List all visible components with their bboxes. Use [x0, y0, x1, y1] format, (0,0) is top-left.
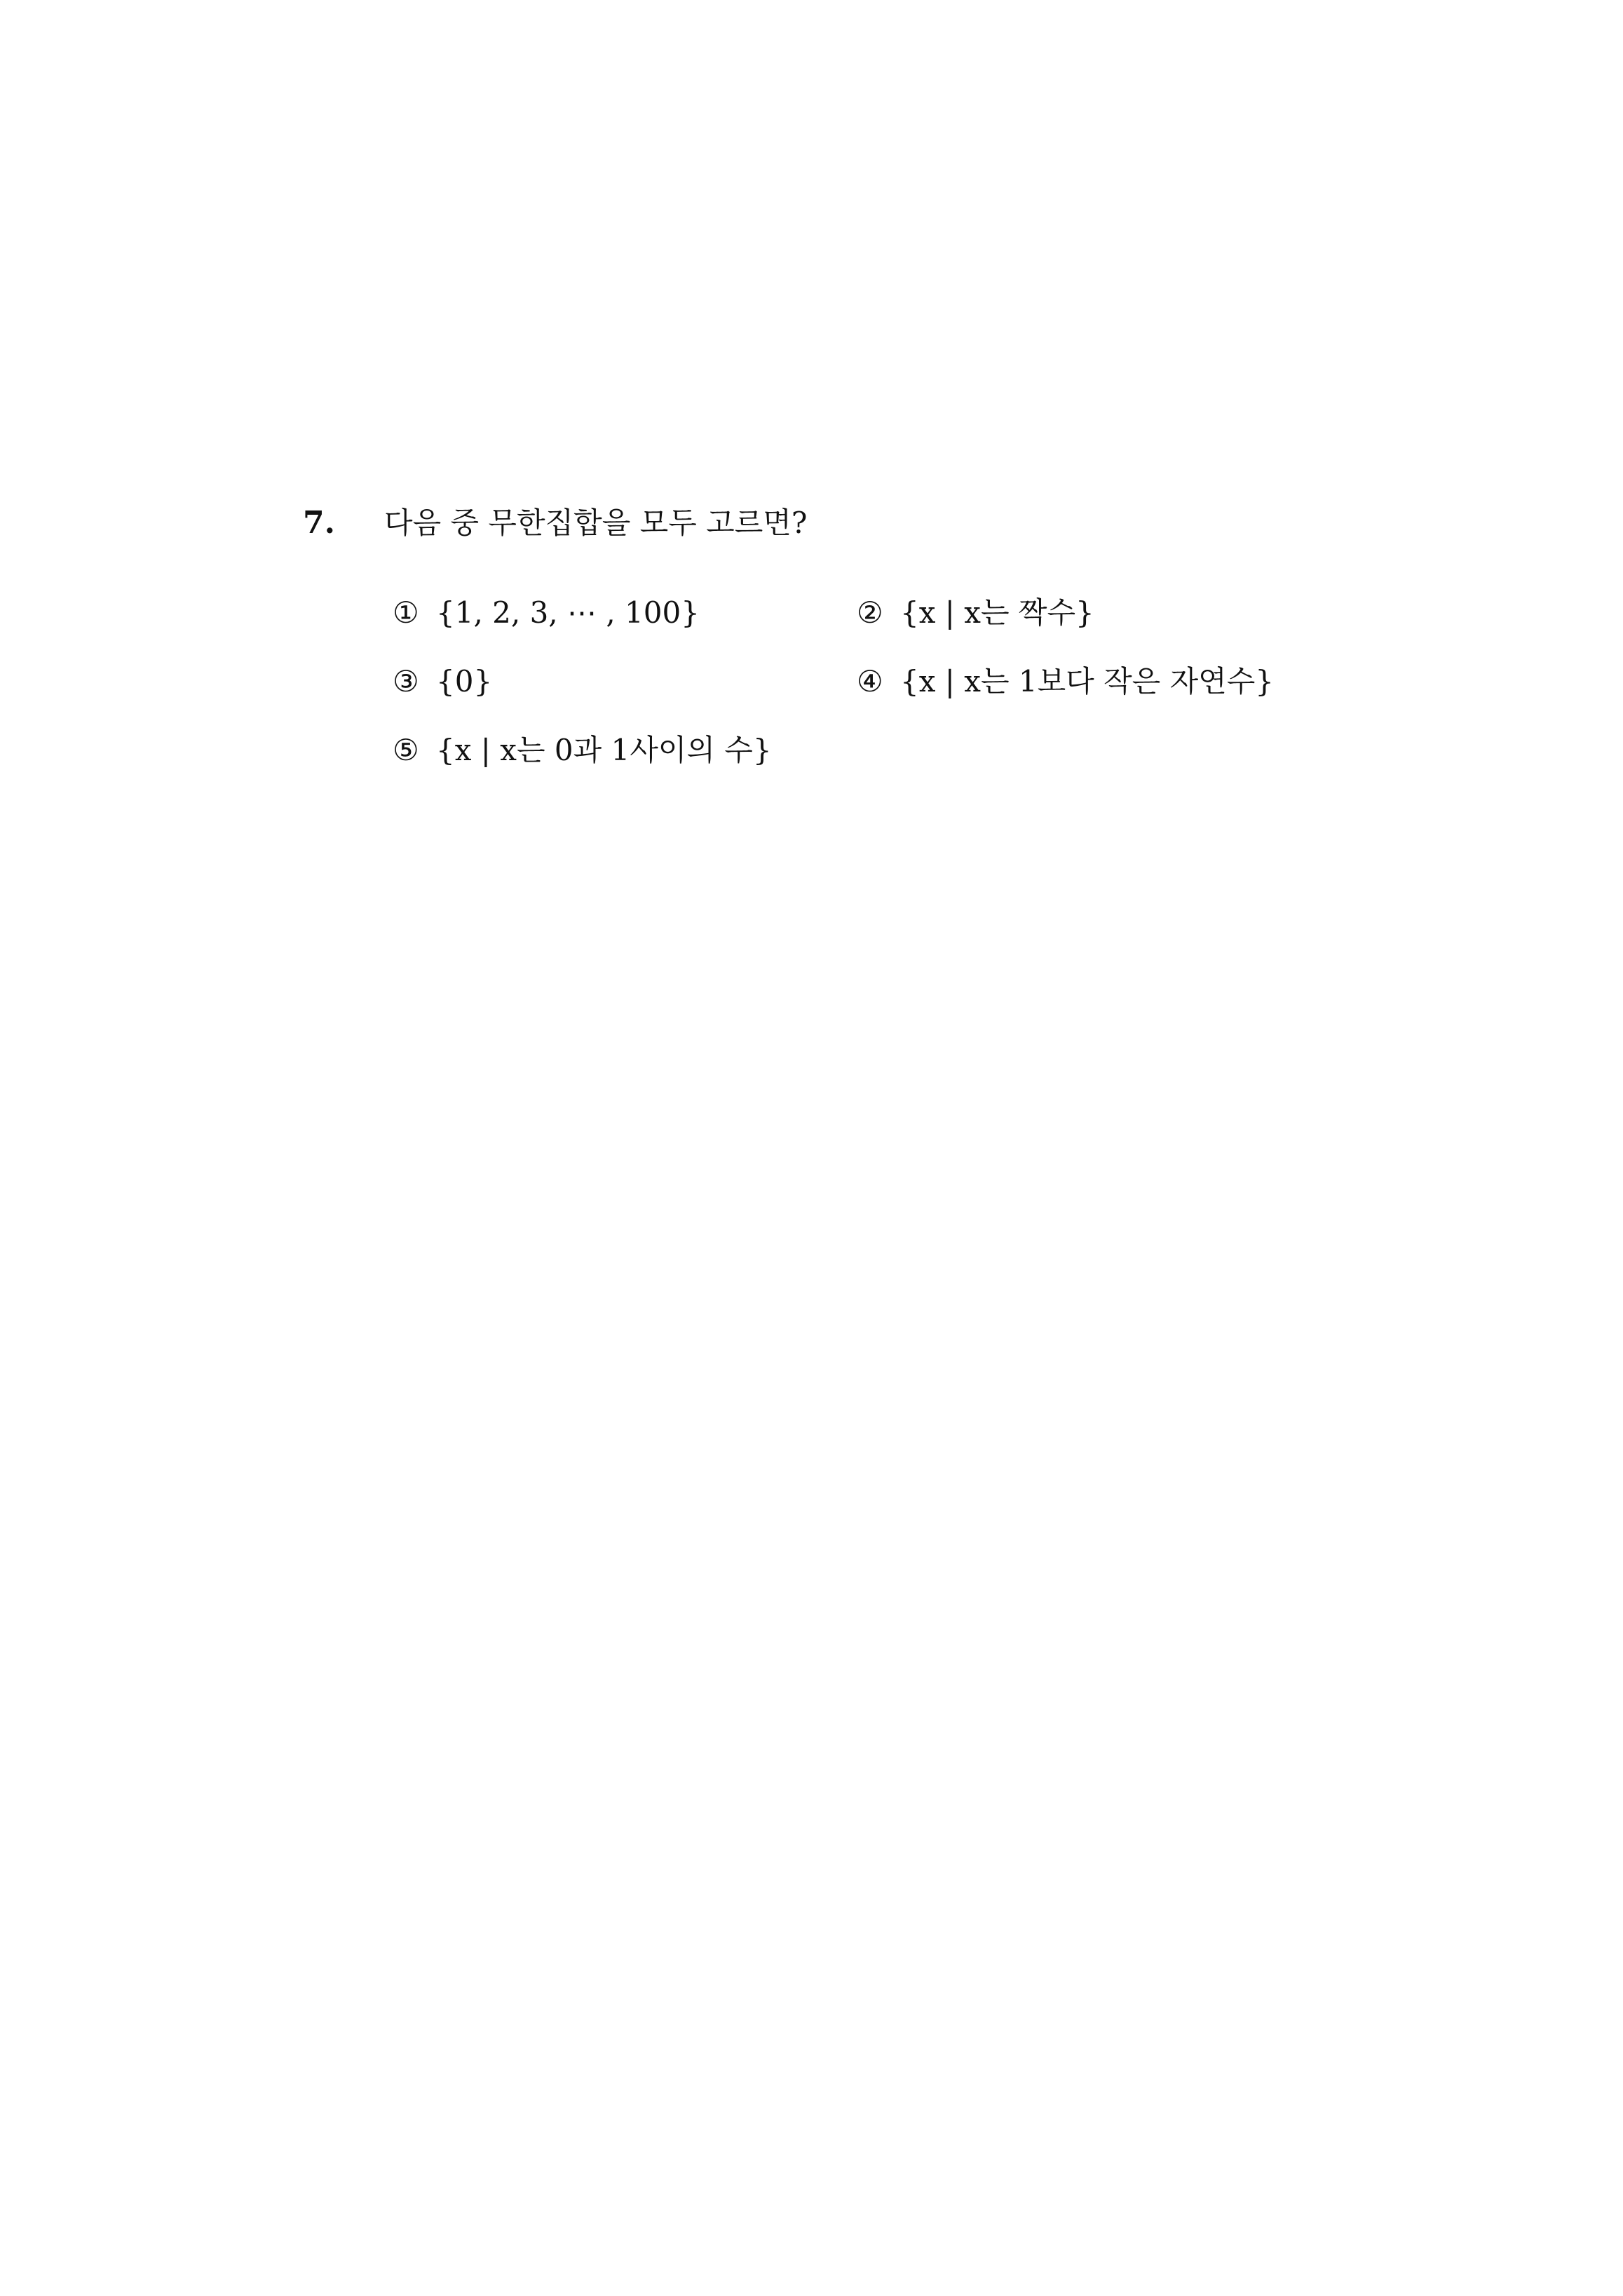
choice-4-mark: ④: [857, 664, 883, 698]
choice-1-mark: ①: [393, 595, 419, 630]
choice-4-text: {x | x는 1보다 작은 자연수}: [900, 664, 1275, 698]
choice-1-text: {1, 2, 3, ⋯ , 100}: [436, 595, 700, 630]
question-text: 다음 중 무한집합을 모두 고르면?: [384, 506, 808, 540]
choice-2-mark: ②: [857, 595, 883, 630]
choice-2-text: {x | x는 짝수}: [900, 595, 1094, 630]
choice-4[interactable]: [857, 662, 1274, 701]
choice-1[interactable]: [393, 593, 700, 633]
choice-2[interactable]: [857, 593, 1094, 633]
choice-5-text: {x | x는 0과 1사이의 수}: [436, 733, 772, 767]
choice-5[interactable]: [393, 731, 772, 770]
choice-3-mark: ③: [393, 664, 419, 698]
choice-5-mark: ⑤: [393, 733, 419, 767]
question-number: 7.: [303, 505, 335, 541]
choice-3[interactable]: [393, 662, 492, 701]
choice-3-text: {0}: [436, 664, 493, 698]
